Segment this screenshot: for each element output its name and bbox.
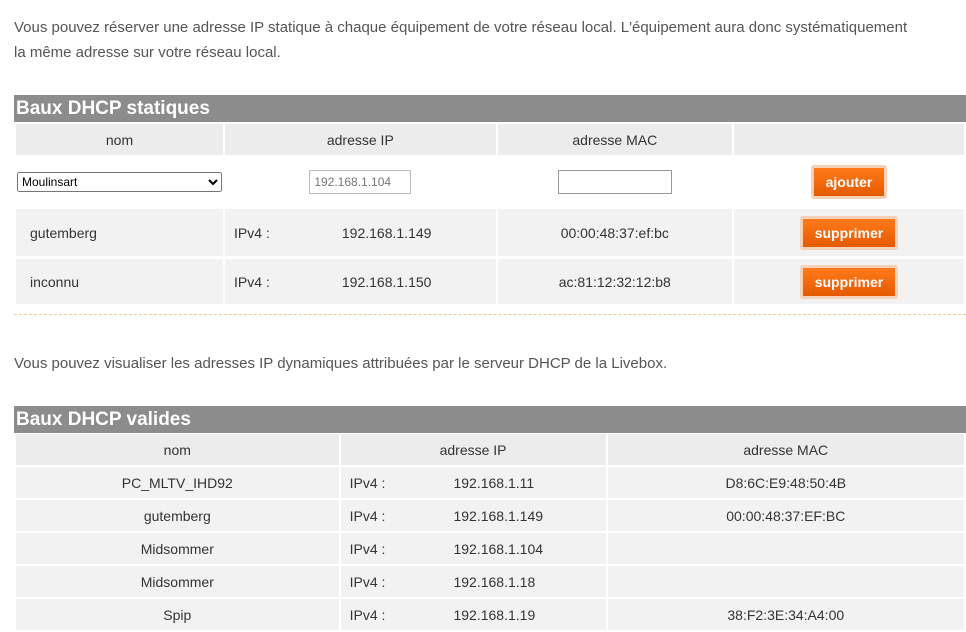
- lease-ip-cell: [341, 467, 606, 500]
- device-select[interactable]: [17, 172, 222, 192]
- ip-input-cell: [225, 157, 496, 209]
- table-header: [16, 434, 964, 467]
- ip-input[interactable]: [309, 170, 411, 194]
- lease-ip: 192.168.1.104: [453, 540, 544, 557]
- lease-name: Spip: [16, 599, 339, 632]
- lease-name: gutemberg: [16, 500, 339, 533]
- lease-mac: 38:F2:3E:34:A4:00: [608, 599, 964, 632]
- header-mac: adresse MAC: [608, 434, 964, 467]
- delete-button[interactable]: supprimer: [800, 216, 898, 250]
- mac-input[interactable]: [558, 170, 672, 194]
- header-ip: adresse IP: [225, 124, 496, 157]
- lease-ip-cell: [341, 566, 606, 599]
- lease-proto: IPv4 :: [349, 474, 386, 491]
- header-nom: nom: [16, 434, 339, 467]
- lease-ip: 192.168.1.19: [453, 606, 536, 623]
- lease-name: inconnu: [16, 259, 223, 307]
- static-leases-table: [14, 124, 966, 307]
- lease-ip-cell: [225, 209, 496, 259]
- lease-ip-cell: [341, 500, 606, 533]
- table-row: [16, 259, 964, 307]
- lease-mac: ac:81:12:32:12:b8: [498, 259, 732, 307]
- lease-name: gutemberg: [16, 209, 223, 259]
- table-row: [16, 500, 964, 533]
- lease-proto: IPv4 :: [234, 273, 270, 290]
- lease-mac: D8:6C:E9:48:50:4B: [608, 467, 964, 500]
- lease-proto: IPv4 :: [234, 224, 270, 241]
- header-nom: nom: [16, 124, 223, 157]
- delete-button[interactable]: supprimer: [800, 265, 898, 299]
- header-ip: adresse IP: [341, 434, 606, 467]
- add-button[interactable]: ajouter: [811, 165, 888, 199]
- section-divider: [14, 314, 966, 315]
- valid-leases-title: Baux DHCP valides: [14, 406, 966, 433]
- lease-mac: [608, 566, 964, 599]
- lease-ip: 192.168.1.18: [453, 573, 536, 590]
- delete-cell: [734, 259, 964, 307]
- lease-name: Midsommer: [16, 533, 339, 566]
- lease-ip: 192.168.1.150: [341, 273, 432, 290]
- add-cell: [734, 157, 964, 209]
- table-row: [16, 209, 964, 259]
- static-leases-title: Baux DHCP statiques: [14, 95, 966, 122]
- lease-mac: 00:00:48:37:ef:bc: [498, 209, 732, 259]
- lease-proto: IPv4 :: [349, 606, 386, 623]
- intro-text-valid: Vous pouvez visualiser les adresses IP dynamiques attribuées par le serveur DHCP de la Livebox.: [14, 355, 668, 372]
- device-select-cell: [16, 157, 223, 209]
- lease-name: PC_MLTV_IHD92: [16, 467, 339, 500]
- lease-ip-cell: [341, 599, 606, 632]
- header-action: [734, 124, 964, 157]
- table-row: [16, 566, 964, 599]
- lease-proto: IPv4 :: [349, 540, 386, 557]
- lease-mac: [608, 533, 964, 566]
- lease-ip-cell: [341, 533, 606, 566]
- mac-input-cell: [498, 157, 732, 209]
- table-row: [16, 467, 964, 500]
- table-header: [16, 124, 964, 157]
- lease-ip-cell: [225, 259, 496, 307]
- table-row: [16, 599, 964, 632]
- lease-ip: 192.168.1.11: [453, 474, 535, 491]
- add-lease-row: [16, 157, 964, 209]
- lease-proto: IPv4 :: [349, 573, 386, 590]
- lease-name: Midsommer: [16, 566, 339, 599]
- intro-text-static: Vous pouvez réserver une adresse IP statique à chaque équipement de votre réseau local. L'équipement aura donc systématiquement la même adresse sur votre réseau local.: [14, 19, 908, 61]
- lease-proto: IPv4 :: [349, 507, 386, 524]
- delete-cell: [734, 209, 964, 259]
- header-mac: adresse MAC: [498, 124, 732, 157]
- table-row: [16, 533, 964, 566]
- valid-leases-table: [14, 434, 966, 632]
- lease-ip: 192.168.1.149: [341, 224, 432, 241]
- lease-ip: 192.168.1.149: [453, 507, 544, 524]
- lease-mac: 00:00:48:37:EF:BC: [608, 500, 964, 533]
